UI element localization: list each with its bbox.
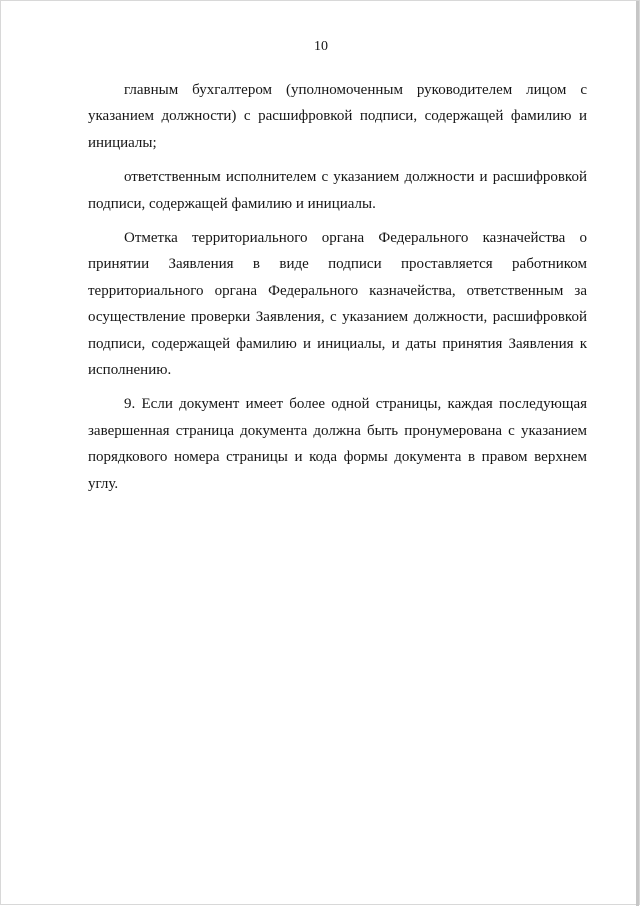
paragraph-treasury-mark: Отметка территориального органа Федерального казначейства о принятии Заявления в виде подписи проставляется работником территориального органа Федерального казначейства, ответственным за осуществление проверки Заявления, с указанием должности, расшифровкой подписи, содержащей фамилию и инициалы, и даты принятия Заявления к исполнению.: [88, 230, 587, 379]
paragraph-chief-accountant: главным бухгалтером (уполномоченным руководителем лицом с указанием должности) с расшифровкой подписи, содержащей фамилию и инициалы;: [88, 82, 587, 151]
paragraph-item-9: 9. Если документ имеет более одной страницы, каждая последующая завершенная страница документа должна быть пронумерована с указанием порядкового номера страницы и кода формы документа в правом верхнем углу.: [88, 396, 587, 492]
scan-edge-shadow: [636, 1, 639, 906]
paragraph-responsible-executor: ответственным исполнителем с указанием должности и расшифровкой подписи, содержащей фамилию и инициалы.: [88, 169, 587, 212]
page-number: 10: [314, 39, 328, 54]
document-body: [88, 77, 587, 505]
